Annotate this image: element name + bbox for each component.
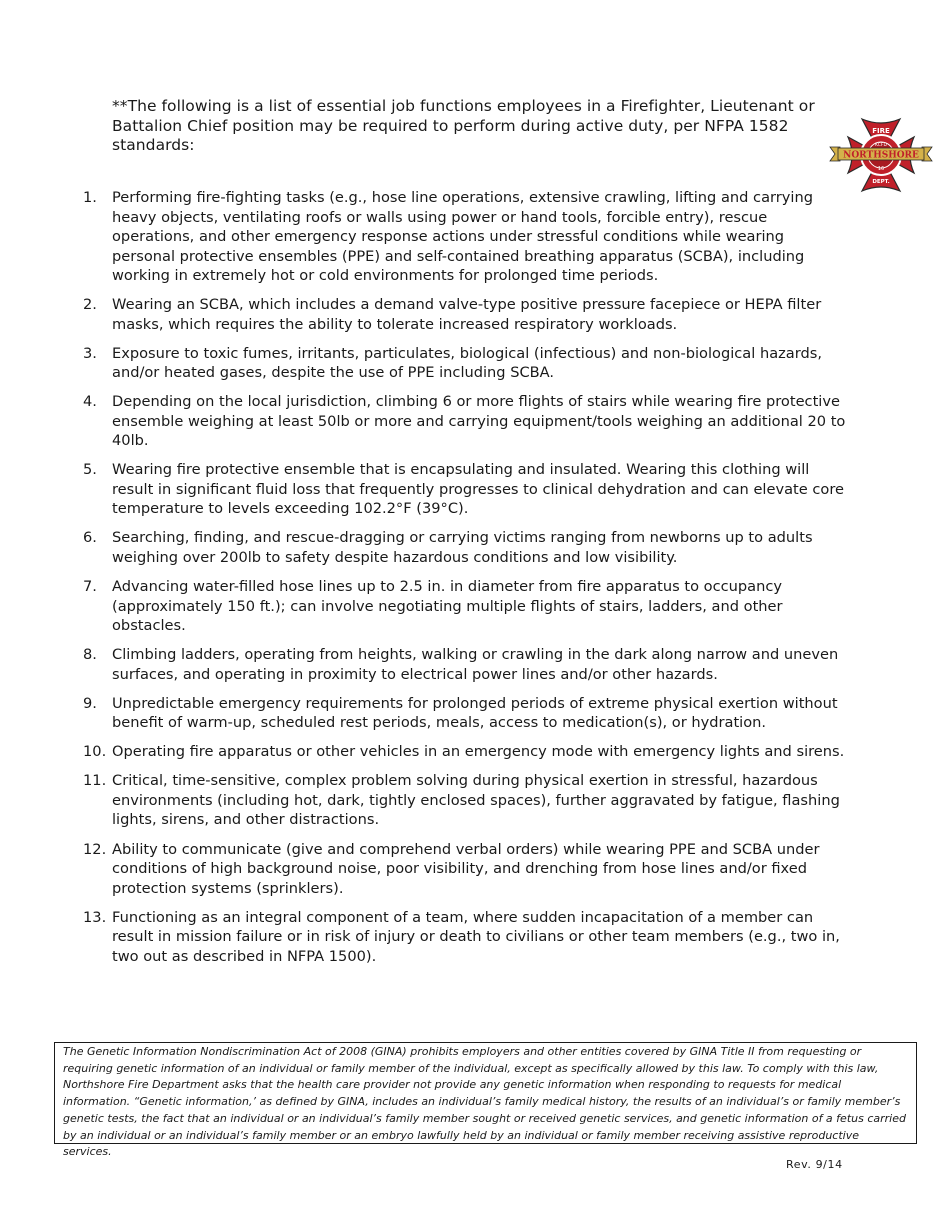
function-number: 3. [83, 344, 97, 362]
function-number: 5. [83, 461, 97, 479]
function-item [80, 528, 850, 567]
function-item [80, 392, 850, 451]
function-number: 1. [83, 189, 97, 206]
function-text: Performing fire-fighting tasks (e.g., hose line operations, extensive crawling, lifting and carrying heavy objects, ventilating roofs or walls using power or hand tools, forcible entry), rescue operations, and other emergency response actions under stressful conditions while wearing personal protective ensembles (PPE) and self-contained breathing apparatus (SCBA), including working in extremely hot or cold environments for prolonged time periods. [112, 189, 813, 284]
function-text: Exposure to toxic fumes, irritants, particulates, biological (infectious) and non-biological hazards, and/or heated gases, despite the use of PPE including SCBA. [112, 344, 822, 382]
gina-notice: The Genetic Information Nondiscrimination Act of 2008 (GINA) prohibits employers and other entities covered by GINA Title II from requesting or requiring genetic information of an individual or family member of the individual, except as specifically allowed by this law. To comply with this law, Northshore Fire Department asks that the health care provider not provide any genetic information when responding to requests for medical information. “Genetic information,’ as defined by GINA, includes an individual’s family medical history, the results of an individual’s or family member’s genetic tests, the fact that an individual or an individual’s family member sought or received genetic services, and genetic information of a fetus carried by an individual or an individual’s family member or an embryo lawfully held by an individual or family member receiving assistive reproductive services. [54, 1042, 917, 1144]
function-text: Ability to communicate (give and comprehend verbal orders) while wearing PPE and SCBA under conditions of high background noise, poor visibility, and drenching from hose lines and/or fixed protection systems (sprinklers). [112, 840, 820, 897]
function-text: Wearing an SCBA, which includes a demand valve-type positive pressure facepiece or HEPA filter masks, which requires the ability to tolerate increased respiratory workloads. [112, 296, 822, 333]
function-number: 9. [83, 694, 97, 712]
function-text: Critical, time-sensitive, complex problem solving during physical exertion in stressful, hazardous environments (including hot, dark, tightly enclosed spaces), further aggravated by fatigue, flashing lights, sirens, and other distractions. [112, 772, 840, 829]
function-item [80, 645, 850, 684]
function-number: 2. [83, 296, 97, 314]
essential-functions-list [80, 188, 850, 976]
logo-text-num: 16 [877, 166, 885, 172]
function-item [80, 344, 850, 383]
function-text: Climbing ladders, operating from heights, walking or crawling in the dark along narrow and uneven surfaces, and operating in proximity to electrical power lines and/or other hazards. [112, 646, 839, 683]
function-text: Searching, finding, and rescue-dragging or carrying victims ranging from newborns up to adults weighing over 200lb to safety despite hazardous conditions and low visibility. [112, 529, 813, 566]
revision-label: Rev. 9/14 [786, 1158, 843, 1171]
logo-text-top: FIRE [872, 127, 890, 135]
function-text: Unpredictable emergency requirements for prolonged periods of extreme physical exertion without benefit of warm-up, scheduled rest periods, meals, access to medication(s), or hydration. [112, 694, 838, 732]
function-number: 4. [83, 393, 97, 411]
function-number: 6. [83, 529, 97, 547]
function-number: 12. [83, 840, 107, 858]
function-number: 7. [83, 578, 97, 596]
logo-text-small: KCFD [875, 143, 887, 148]
function-text: Wearing fire protective ensemble that is encapsulating and insulated. Wearing this clothing will result in significant fluid loss that frequently progresses to clinical dehydration and can elevate core temperature to levels exceeding 102.2°F (39°C). [112, 461, 844, 518]
function-text: Functioning as an integral component of a team, where sudden incapacitation of a member can result in mission failure or in risk of injury or death to civilians or other team members (e.g., two in, two out as described in NFPA 1500). [112, 908, 840, 965]
logo-text-bottom: DEPT. [872, 179, 890, 185]
logo-banner-text: NORTHSHORE [843, 150, 919, 161]
function-item [80, 460, 850, 519]
function-number: 8. [83, 646, 97, 664]
function-text: Operating fire apparatus or other vehicles in an emergency mode with emergency lights and sirens. [112, 743, 845, 761]
function-number: 13. [83, 908, 107, 926]
function-item [80, 908, 850, 967]
function-item [80, 577, 850, 636]
function-text: Depending on the local jurisdiction, climbing 6 or more flights of stairs while wearing fire protective ensemble weighing at least 50lb or more and carrying equipment/tools weighing an additional 20 to 40lb. [112, 393, 846, 450]
function-number: 10. [83, 743, 107, 761]
function-item [80, 295, 850, 334]
function-number: 11. [83, 772, 107, 790]
function-item [80, 840, 850, 899]
intro-paragraph: **The following is a list of essential job functions employees in a Firefighter, Lieutenant or Battalion Chief position may be required to perform during active duty, per NFPA 1582 standards: [112, 97, 815, 154]
northshore-fire-dept-logo [826, 115, 936, 195]
function-item [80, 742, 850, 762]
function-item [80, 188, 850, 286]
function-text: Advancing water-filled hose lines up to 2.5 in. in diameter from fire apparatus to occupancy (approximately 150 ft.); can involve negotiating multiple flights of stairs, ladders, and other obstacles. [112, 578, 783, 635]
function-item [80, 771, 850, 830]
function-item [80, 694, 850, 733]
